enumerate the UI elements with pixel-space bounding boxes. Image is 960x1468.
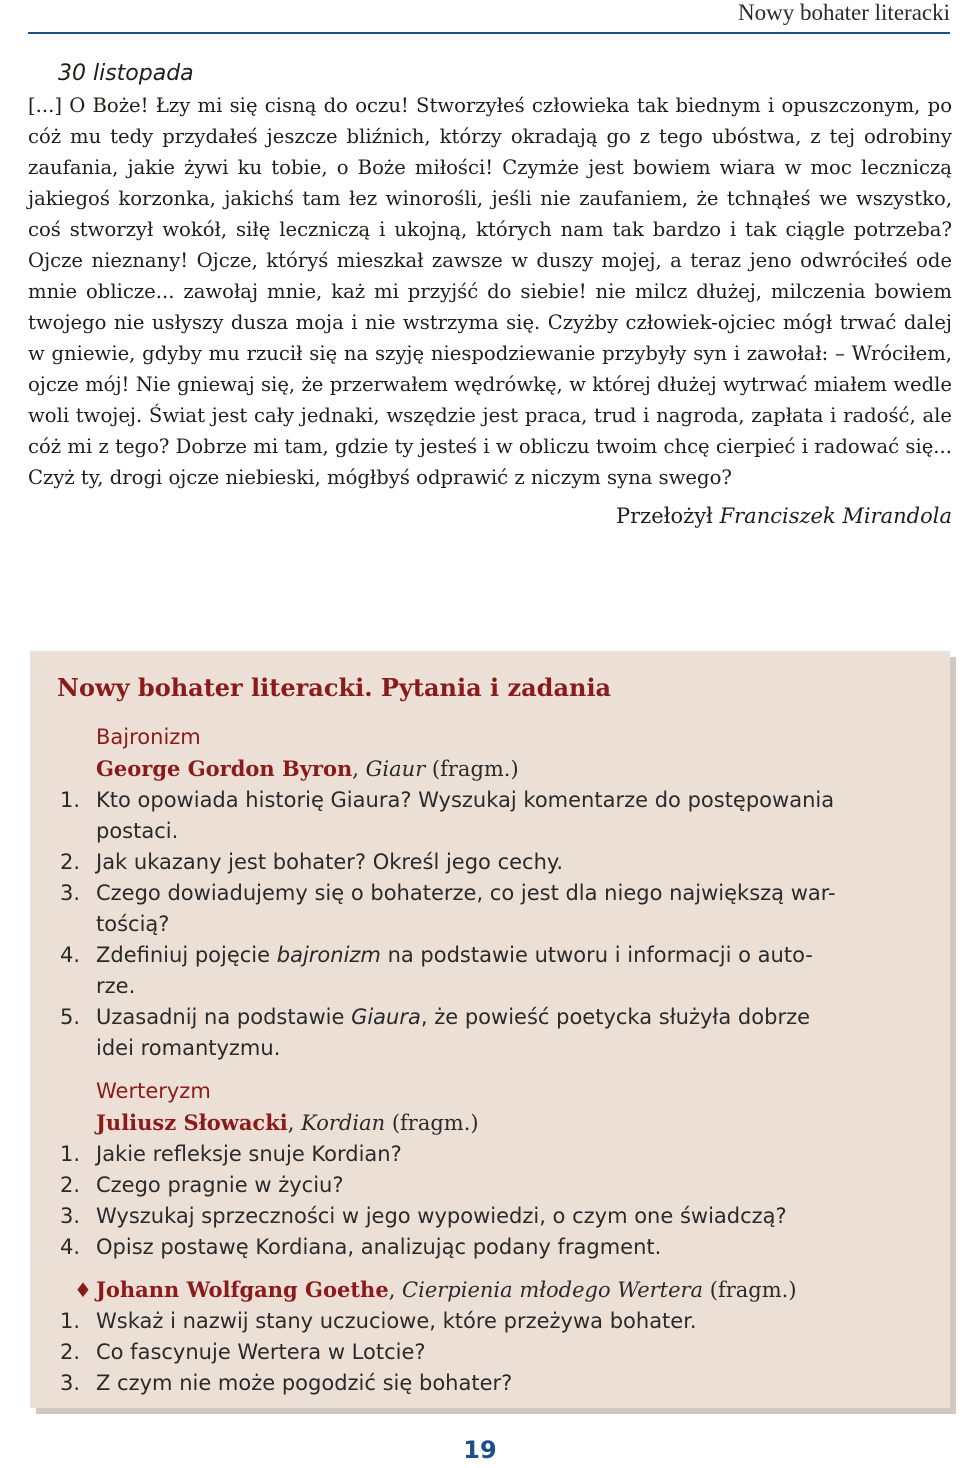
box-title: Nowy bohater literacki. Pytania i zadania (57, 673, 612, 702)
question-item (30, 1139, 950, 1170)
page-number: 19 (463, 1436, 497, 1464)
question-item (30, 1232, 950, 1263)
question-number: 1. (60, 1309, 81, 1333)
question-item (30, 1201, 950, 1232)
running-head: Nowy bohater literacki (737, 0, 950, 25)
question-text: Co fascynuje Wertera w Lotcie? (96, 1340, 426, 1364)
question-number: 1. (60, 1142, 81, 1166)
section-suffix: (fragm.) (391, 1111, 479, 1135)
letter-text: [...] O Boże! Łzy mi się cisną do oczu! Stworzyłeś człowieka tak biednym i opuszczonym, po cóż mu tedy przydałeś jeszcze bliźnich, którzy okradają go z tego ubóstwa, z tej odrobiny zaufania, jakie żywi ku tobie, o Boże miłości! Czymże jest bowiem wiara w moc leczniczą jakiegoś korzonka, jakichś tam łez winorośli, jeśli nie zaufaniem, że tchnąłeś we wszystko, coś stworzył wokół, siłę leczniczą i ukojną, których nam tak bardzo i tak ciągle potrzeba? Ojcze nieznany! Ojcze, któryś mieszkał zawsze w duszy mojej, a teraz jeno odwróciłeś ode mnie oblicze... zawołaj mnie, każ mi przyjść do siebie! nie milcz dłużej, milczenia bowiem twojego nie usłyszy dusza moja i nie wstrzyma się. Czyżby człowiek-ojciec mógł trwać dalej w gniewie, gdyby mu rzucił się na szyję niespodziewanie przybyły syn i zawołał: – Wróciłem, ojcze mój! Nie gniewaj się, że przerwałem wędrówkę, w której dłużej wytrwać miałem wedle woli twojej. Świat jest cały jednaki, wszędzie jest praca, trud i nagroda, zapłata i radość, ale cóż mi z tego? Dobrze mi tam, gdzie ty jesteś i w obliczu twoim chcę cierpieć i radować się... Czyż ty, drogi ojcze niebieski, mógłbyś odprawić z niczym syna swego? (28, 94, 952, 489)
section-author: Johann Wolfgang Goethe (95, 1277, 389, 1302)
translator-credit (28, 501, 952, 532)
question-item (30, 1306, 950, 1337)
section-title: Juliusz Słowacki, Kordian (fragm.) (96, 1110, 479, 1135)
question-item (30, 1368, 950, 1399)
section-work: Kordian (301, 1111, 386, 1135)
question-item (30, 878, 950, 940)
question-text: Czego dowiadujemy się o bohaterze, co jest dla niego największą war- (96, 881, 836, 905)
letter-date: 30 listopada (58, 61, 194, 86)
section-author: Juliusz Słowacki (96, 1110, 288, 1135)
section-label: Werteryzm (96, 1079, 211, 1103)
section-suffix: (fragm.) (709, 1278, 797, 1302)
questions-box (30, 651, 950, 1408)
question-text-cont: tością? (96, 912, 170, 936)
question-number: 3. (60, 881, 81, 905)
question-number: 2. (60, 1340, 81, 1364)
question-text: Z czym nie może pogodzić się bohater? (96, 1371, 513, 1395)
question-number: 3. (60, 1204, 81, 1228)
translator-prefix: Przełożył (616, 504, 713, 528)
question-item (30, 1002, 950, 1064)
question-number: 2. (60, 850, 81, 874)
question-text: Wyszukaj sprzeczności w jego wypowiedzi, o czym one świadczą? (96, 1204, 787, 1228)
question-text: Zdefiniuj pojęcie bajronizm na podstawie utworu i informacji o auto- (96, 943, 813, 967)
question-list (30, 1306, 950, 1399)
question-number: 1. (60, 788, 81, 812)
section-werteryzm (30, 1076, 950, 1263)
question-text: Czego pragnie w życiu? (96, 1173, 344, 1197)
section-author: George Gordon Byron (96, 756, 353, 781)
question-text-cont: rze. (96, 974, 136, 998)
question-number: 5. (60, 1005, 81, 1029)
question-number: 4. (60, 943, 81, 967)
question-item (30, 1170, 950, 1201)
question-text-cont: postaci. (96, 819, 179, 843)
section-title: ♦ Johann Wolfgang Goethe, Cierpienia młodego Wertera (fragm.) (74, 1277, 797, 1302)
section-work: Cierpienia młodego Wertera (402, 1278, 704, 1302)
header-divider (28, 32, 950, 34)
section-goethe (30, 1274, 950, 1399)
question-list (30, 1139, 950, 1263)
question-text: Jakie refleksje snuje Kordian? (96, 1142, 402, 1166)
section-label: Bajronizm (96, 725, 201, 749)
letter-excerpt (28, 58, 952, 532)
section-suffix: (fragm.) (431, 757, 519, 781)
question-text: Kto opowiada historię Giaura? Wyszukaj komentarze do postępowania (96, 788, 835, 812)
question-number: 3. (60, 1371, 81, 1395)
question-number: 2. (60, 1173, 81, 1197)
question-item (30, 785, 950, 847)
section-bajronizm (30, 722, 950, 1064)
question-number: 4. (60, 1235, 81, 1259)
question-text: Opisz postawę Kordiana, analizując podany fragment. (96, 1235, 662, 1259)
question-item (30, 940, 950, 1002)
translator-name: Franciszek Mirandola (719, 504, 952, 528)
question-text: Wskaż i nazwij stany uczuciowe, które przeżywa bohater. (96, 1309, 697, 1333)
question-text: Uzasadnij na podstawie Giaura, że powieść poetycka służyła dobrze (96, 1005, 811, 1029)
question-item (30, 847, 950, 878)
diamond-icon: ♦ (74, 1278, 92, 1302)
section-title: George Gordon Byron, Giaur (fragm.) (96, 756, 519, 781)
question-text-cont: idei romantyzmu. (96, 1036, 281, 1060)
question-list (30, 785, 950, 1064)
question-text: Jak ukazany jest bohater? Określ jego cechy. (96, 850, 564, 874)
section-work: Giaur (365, 757, 426, 781)
question-item (30, 1337, 950, 1368)
